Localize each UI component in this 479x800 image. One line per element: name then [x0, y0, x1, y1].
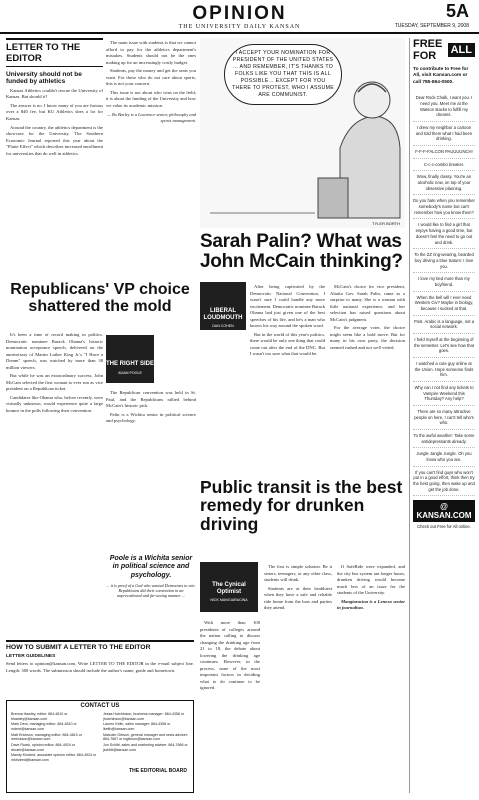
- ffa-item: If you can't find guys who won't put in a good effort, think then try the best going, then wake up and get the job done.: [413, 467, 475, 497]
- cartoon-credit: TYLER BORTH: [372, 221, 400, 226]
- contact-entry: Matt Erickson, managing editor: 864-4810 or merickson@kansan.com: [11, 732, 82, 742]
- palin-paragraph: McCain's choice for vice president, Alaska Gov. Sarah Palin, came as a surprise to many. She is a woman with little national experience, and her selection has raised questions about McCain's judgment.: [330, 284, 405, 322]
- contact-entry: Malcolm Gibson, general manager and news adviser: 864-7667 or mgibson@kansan.com: [103, 732, 188, 742]
- column-name: LIBERAL LOUDMOUTH: [203, 308, 243, 321]
- contact-grid: [7, 709, 193, 766]
- ffa-item: F-F-F-FALCON PAUUUUNCH!: [413, 146, 475, 159]
- transit-paragraph: The first is simple solution. Be it sisters, teenagers, or any other class, students will drink.: [264, 564, 332, 583]
- transit-paragraph: If SafeRide were expanded, and the city bus system ran longer hours, drunken driving would become much less of an issue for the students of the University.: [337, 564, 405, 596]
- palin-paragraph: For the average voter, the choice might seem like a bold move. But for many in his own party, the decision seemed rushed and not well vetted.: [330, 325, 405, 350]
- section-title: OPINION: [192, 3, 287, 24]
- letter-paragraph: This issue is not about who wins on the field; it is about the funding of the University and how we value its academic mission.: [106, 89, 196, 108]
- transit-paragraph: Students are at their healthiest when they have a safe and reliable ride home from the bars and parties they attend.: [264, 585, 332, 611]
- republicans-paragraph: Palin is a Wichita senior in political science and psychology.: [106, 411, 196, 424]
- palin-paragraph: But in the world of this year's politics, there would be only one thing that could come out after the end of the DNC. But I wasn't too sure what that would be.: [250, 331, 325, 357]
- letter-paragraph: Around the country, the athletics department is the showcase for the University. The Southern Economic Journal reported this year about the "Flutie Effect" which describes increased enrollment for universities that do well in athletics.: [6, 124, 103, 156]
- issue-date: TUESDAY, SEPTEMBER 9, 2008: [394, 23, 469, 29]
- guidelines-subheading: LETTER GUIDELINES: [6, 654, 56, 659]
- letter-continued: [106, 38, 196, 278]
- cynical-optimist-badge: [200, 562, 258, 612]
- pull-quote-text: Poole is a Wichita senior in political science and psychology.: [109, 555, 193, 579]
- pull-quote-extra: ... it is proof of a God who wanted Democrats to win. Republicans did their convention in an unprecedented and far-seeing manner ...: [106, 583, 196, 599]
- guidelines-heading: HOW TO SUBMIT A LETTER TO THE EDITOR: [6, 640, 194, 651]
- liberal-loudmouth-badge: [200, 282, 246, 330]
- cartoon-speech-bubble: I ACCEPT YOUR NOMINATION FOR PRESIDENT OF THE UNITED STATES ... AND REMEMBER, IT'S THANKS TO FOLKS LIKE YOU THAT THIS IS ALL POSSIBLE... EXCEPT FOR YOU THERE TO PROTEST, WHO I ASSUME ARE COMMUNIST.: [224, 44, 342, 105]
- ffa-badge-left: FREE FOR: [413, 38, 443, 62]
- palin-paragraph: After being captivated by the Democratic National Convention, I wasn't sure I could handle any more excitement. Democratic nominee Barack Obama had just given one of the best speeches of his life, and he's a man who knows his way around the spoken word.: [250, 284, 325, 329]
- transit-headline: Public transit is the best remedy for drunken driving: [200, 477, 403, 534]
- free-for-all-badge: [413, 38, 475, 62]
- letter-body: [6, 88, 103, 157]
- transit-col-2: [264, 562, 332, 793]
- contact-box: [6, 700, 194, 793]
- ffa-item: I would like to find a girl that enjoys having a good time, but doesn't feel the need to go out and drink.: [413, 219, 475, 249]
- letter-headline: University should not be funded by athletics: [6, 71, 82, 86]
- contact-entry: Mark Dent, managing editor: 864-4810 or mdent@kansan.com: [11, 722, 77, 732]
- editorial-cartoon: [200, 38, 405, 228]
- paper-name: THE UNIVERSITY DAILY KANSAN: [178, 24, 301, 30]
- ffa-item: To the ZZ ring-wearing, bearded boy driving a blue Saturn: I love you.: [413, 249, 475, 273]
- guidelines-block: [6, 654, 194, 674]
- ffa-item: Post. Arabic is a language, not a social network.: [413, 316, 475, 334]
- transit-body-2: [264, 562, 405, 793]
- letter-section-heading: LETTER TO THE EDITOR: [6, 38, 103, 67]
- contact-entry: Jon Schlitt, sales and marketing adviser: 864-7666 or jschlitt@kansan.com: [103, 743, 188, 752]
- contact-entry: Jessa Hutchinson, business manager: 864-4358 or jhutchinson@kansan.com: [103, 712, 185, 721]
- ffa-item: Jungle Jangle Jungle. Oh you know who you are.: [413, 448, 475, 466]
- letter-paragraph: The answer is no. I know many of you are furious over a $40 fee, but KU Athletics does a lot for Kansas.: [6, 102, 103, 121]
- column-name: The Cynical Optimist: [212, 582, 246, 595]
- republicans-paragraph: It's been a time of record making in politics. Democratic nominee Barack Obama's historic nomination acceptance speech, delivered on the anniversary of Martin Luther King Jr.'s "I Have a Dream" speech, was watched by more than 38 million viewers.: [6, 332, 103, 370]
- republicans-paragraph: Candidates like Obama who, before recently, were virtually unknown, would experience quite a large bounce in the polls following their convention.: [6, 394, 103, 413]
- guidelines-text: Send letters to opinion@kansan.com. Write LETTER TO THE EDITOR in the e-mail subject line. Length: 300 words. The submission should include the author's name, grade and hometown.: [6, 661, 194, 673]
- ffa-item: Wow, finally classy. You're an alcoholic now, on top of your obsessive planning.: [413, 171, 475, 195]
- ffa-badge-right: ALL: [448, 43, 475, 57]
- ffa-list: [413, 92, 475, 496]
- letter-paragraph: Students, pay the money and get the seats you want. For those who do not care about sports, this is not your concern.: [106, 68, 196, 87]
- republicans-paragraph: But while he was an extraordinary success, John McCain selected the first woman to ever run as vice president on a Republican ticket.: [6, 373, 103, 392]
- republicans-body-1: [6, 330, 103, 630]
- ffa-item: I watched a cute guy online at the Union. Hope someone finds him.: [413, 358, 475, 382]
- republicans-col-2: [106, 388, 196, 548]
- palin-col-1: [250, 282, 325, 472]
- palin-body: [250, 282, 405, 472]
- ffa-item: Do you hate when you remember somebody's name but can't remember how you know them?: [413, 195, 475, 219]
- columnist-name: ADAM POOLE: [118, 370, 142, 375]
- transit-body-1: [200, 618, 260, 793]
- page-number: 5A: [445, 1, 469, 21]
- transit-paragraph: With more than 100 presidents of colleges around the nation calling to discuss changing the drinking age from 21 to 18, the debate about lowering the drinking age continues. However, in the process, none of the most important factors in deciding what to do continue to be ignored.: [200, 620, 260, 691]
- letter-body-2: [106, 38, 196, 278]
- republicans-col-1: [6, 330, 103, 630]
- masthead: [0, 0, 479, 34]
- columnist-name: DAN COHEN: [212, 324, 234, 329]
- republicans-pull-quote: [106, 555, 196, 598]
- ffa-item: Why can I not find any tickets to Vampire Weekend this Thursday? Any help?: [413, 382, 475, 406]
- republicans-paragraph: The Republican convention was held in St. Paul, and the Republicans rallied behind McCain's historic pick.: [106, 390, 196, 409]
- letter-signature: — Bo Barley is a Lawrence senior, philosophy and sports management.: [107, 112, 196, 124]
- letter-paragraph: The main issue with students is that we cannot afford to pay for the athletics department's mistakes. Students should not be the ones making up for an increasingly costly budget.: [106, 40, 196, 65]
- ffa-contribute-text: To contribute to Free for All, visit Kansan.com or call 785-864-0500.: [413, 67, 469, 85]
- palin-headline: Sarah Palin? What was John McCain thinking?: [200, 231, 403, 272]
- ffa-item: To the awful weather: Take some antidepressants already.: [413, 430, 475, 448]
- contact-entry: Brenna Hawley, editor: 864-4810 or bhawley@kansan.com: [11, 712, 68, 721]
- ffa-item: Dear Rock Chalk, I want you. I need you. Meet me at the Watson stacks to fulfill my dreams.: [413, 92, 475, 122]
- ffa-item: I love my bed more than my boyfriend.: [413, 273, 475, 291]
- ffa-item: When the bell will I ever need Western Civ? Maybe in biology, because I sucked at that.: [413, 292, 475, 316]
- republicans-body-2: [106, 388, 196, 548]
- ffa-item: I held myself at the beginning of the semester. Let's see how that goes.: [413, 334, 475, 358]
- ffa-item: C-c-c-combo breaker.: [413, 159, 475, 172]
- palin-col-2: [330, 282, 405, 472]
- ffa-footer: Check out Free for All online.: [417, 524, 471, 530]
- transit-col-1: [200, 618, 260, 793]
- kansan-com-link[interactable]: @ KANSAN.COM: [413, 500, 475, 522]
- contact-entry: Dave Ruark, opinion editor: 864-4924 or druark@kansan.com: [11, 743, 75, 752]
- editorial-board-title: THE EDITORIAL BOARD: [129, 767, 187, 774]
- ffa-item: There are so many attractive people on here, I can't tell who's who.: [413, 406, 475, 430]
- contact-title: CONTACT US: [80, 703, 120, 709]
- column-name: THE RIGHT SIDE: [106, 361, 155, 367]
- right-side-badge: [106, 335, 154, 383]
- republicans-headline: Republicans' VP choice shattered the mold: [10, 281, 190, 315]
- transit-paragraph: Mangiaracina is a Lenexa senior in journalism.: [337, 598, 405, 611]
- contact-entry: Lauren Keith, sales manager: 864-4358 or lkeith@kansan.com: [103, 722, 171, 732]
- letter-paragraph: Kansas Athletics couldn't rescue the University of Kansas. But should it?: [6, 87, 103, 100]
- ffa-item: I drew my neighbor a cartoon and told them what I had been drinking.: [413, 122, 475, 146]
- columnist-name: NICK MANGIARACINA: [210, 598, 248, 603]
- contact-entry: Mandy Kindred, associate opinion editor: 864-4924 or mkindred@kansan.com: [11, 753, 97, 763]
- transit-col-3: [337, 562, 405, 793]
- free-for-all-column: [409, 38, 475, 793]
